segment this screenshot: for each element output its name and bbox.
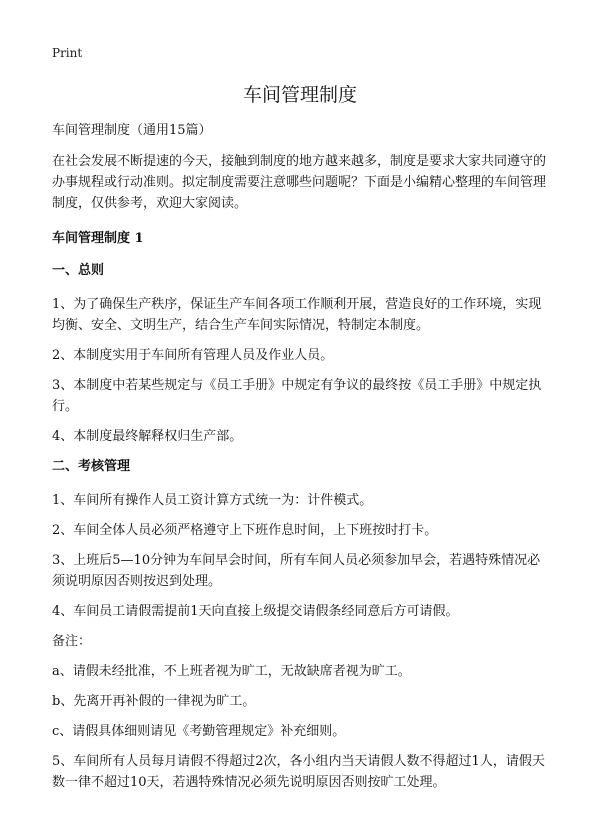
note-item: b、先离开再补假的一律视为旷工。 — [52, 694, 256, 709]
section-heading-general: 一、总则 — [52, 263, 105, 278]
document-subtitle: 车间管理制度（通用15篇） — [52, 123, 212, 138]
paragraph: 2、本制度实用于车间所有管理人员及作业人员。 — [52, 348, 334, 363]
intro-paragraph: 在社会发展不断提速的今天，接触到制度的地方越来越多，制度是要求大家共同遵守的办事规程或行动准则。拟定制度需要注意哪些问题呢？下面是小编精心整理的车间管理制度，仅供参考，欢迎大家阅读。 — [52, 154, 547, 211]
paragraph: 1、车间所有操作人员工资计算方式统一为：计件模式。 — [52, 493, 373, 508]
paragraph: 2、车间全体人员必须严格遵守上下班作息时间，上下班按时打卡。 — [52, 523, 438, 538]
note-label: 备注： — [52, 634, 92, 649]
paragraph: 3、本制度中若某些规定与《员工手册》中规定有争议的最终按《员工手册》中规定执行。 — [52, 378, 542, 414]
page-title: 车间管理制度 — [242, 84, 357, 106]
paragraph: 4、车间员工请假需提前1天向直接上级提交请假条经同意后方可请假。 — [52, 604, 459, 619]
paragraph: 3、上班后5—10分钟为车间早会时间，所有车间人员必须参加早会，若遇特殊情况必须说明原因否则按迟到处理。 — [52, 553, 541, 589]
document-content — [52, 120, 552, 802]
paragraph: 5、车间所有人员每月请假不得超过2次，各小组内当天请假人数不得超过1人，请假天数一律不超过10天，若遇特殊情况必须先说明原因否则按旷工处理。 — [52, 754, 545, 790]
article-heading: 车间管理制度 1 — [52, 231, 144, 246]
section-heading-assessment: 二、考核管理 — [52, 459, 131, 474]
paragraph: 4、本制度最终解释权归生产部。 — [52, 429, 243, 444]
note-item: c、请假具体细则请见《考勤管理规定》补充细则。 — [52, 724, 346, 739]
paragraph: 1、为了确保生产秩序，保证生产车间各项工作顺利开展，营造良好的工作环境，实现均衡、安全、文明生产，结合生产车间实际情况，特制定本制度。 — [52, 297, 542, 333]
note-item: a、请假未经批准，不上班者视为旷工，无故缺席者视为旷工。 — [52, 664, 411, 679]
print-link[interactable]: Print — [52, 46, 83, 60]
